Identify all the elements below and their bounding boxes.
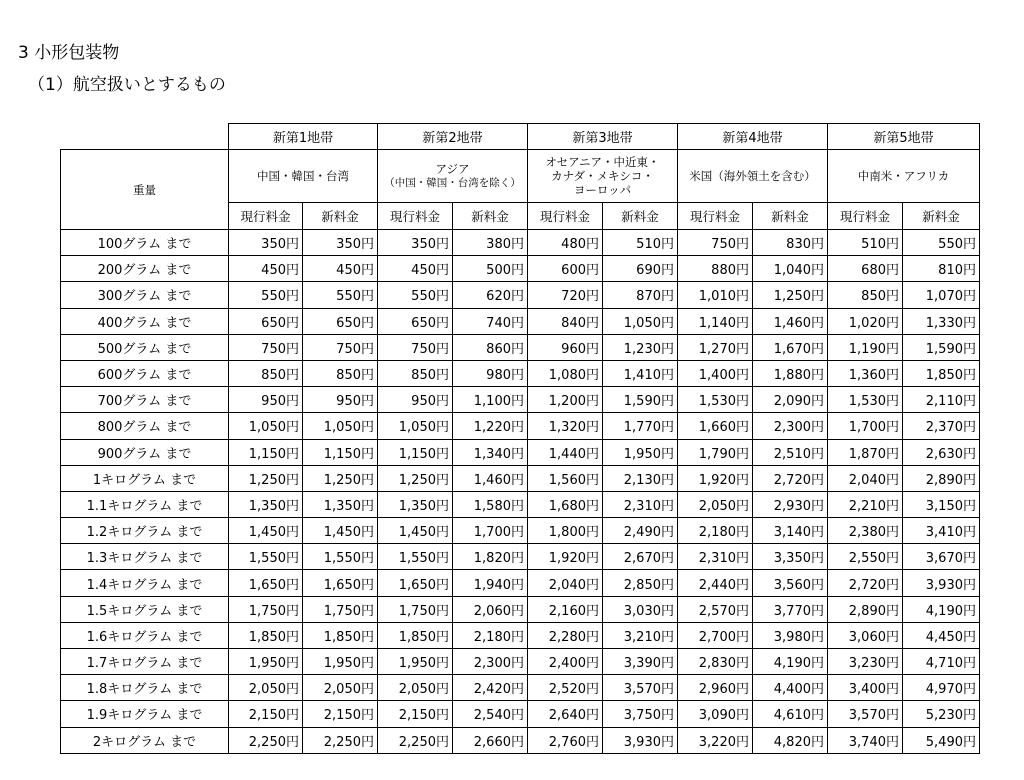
current-price-cell: 2,210円 bbox=[828, 491, 903, 517]
table-row bbox=[61, 360, 980, 386]
current-price-cell: 2,890円 bbox=[828, 596, 903, 622]
new-price-cell: 690円 bbox=[603, 256, 678, 282]
weight-cell: 1.6キログラム まで bbox=[61, 622, 229, 648]
new-price-cell: 2,130円 bbox=[603, 465, 678, 491]
current-price-cell: 1,190円 bbox=[828, 334, 903, 360]
weight-cell: 300グラム まで bbox=[61, 282, 229, 308]
current-price-cell: 1,150円 bbox=[378, 439, 453, 465]
new-price-cell: 4,820円 bbox=[753, 727, 828, 753]
table-row bbox=[61, 308, 980, 334]
current-price-cell: 650円 bbox=[229, 308, 303, 334]
table-row bbox=[61, 518, 980, 544]
new-price-cell: 5,490円 bbox=[903, 727, 980, 753]
new-price-cell: 650円 bbox=[303, 308, 378, 334]
new-price-cell: 4,400円 bbox=[753, 675, 828, 701]
zone-2-header: 新第2地帯 bbox=[378, 124, 528, 150]
zone-3-region: オセアニア・中近東・ カナダ・メキシコ・ ヨーロッパ bbox=[528, 150, 678, 203]
current-price-cell: 2,310円 bbox=[678, 544, 753, 570]
current-price-cell: 2,960円 bbox=[678, 675, 753, 701]
current-price-cell: 3,220円 bbox=[678, 727, 753, 753]
current-price-cell: 650円 bbox=[378, 308, 453, 334]
current-price-cell: 2,440円 bbox=[678, 570, 753, 596]
new-price-cell: 1,670円 bbox=[753, 334, 828, 360]
current-price-cell: 1,450円 bbox=[229, 518, 303, 544]
current-price-cell: 950円 bbox=[378, 387, 453, 413]
new-price-cell: 510円 bbox=[603, 230, 678, 256]
current-price-cell: 720円 bbox=[528, 282, 603, 308]
current-price-cell: 600円 bbox=[528, 256, 603, 282]
current-price-cell: 3,570円 bbox=[828, 701, 903, 727]
current-price-cell: 1,270円 bbox=[678, 334, 753, 360]
table-row bbox=[61, 596, 980, 622]
new-price-cell: 1,250円 bbox=[753, 282, 828, 308]
current-price-cell: 1,850円 bbox=[378, 622, 453, 648]
weight-cell: 1.2キログラム まで bbox=[61, 518, 229, 544]
current-price-cell: 1,750円 bbox=[378, 596, 453, 622]
new-price-cell: 2,850円 bbox=[603, 570, 678, 596]
new-price-cell: 2,660円 bbox=[453, 727, 528, 753]
table-row bbox=[61, 622, 980, 648]
current-price-cell: 1,360円 bbox=[828, 360, 903, 386]
weight-cell: 1.9キログラム まで bbox=[61, 701, 229, 727]
new-price-cell: 2,300円 bbox=[453, 649, 528, 675]
new-price-cell: 1,850円 bbox=[903, 360, 980, 386]
current-price-cell: 1,050円 bbox=[378, 413, 453, 439]
new-price-cell: 1,590円 bbox=[603, 387, 678, 413]
current-price-cell: 2,520円 bbox=[528, 675, 603, 701]
new-price-cell: 1,410円 bbox=[603, 360, 678, 386]
table-row bbox=[61, 701, 980, 727]
current-price-cell: 750円 bbox=[678, 230, 753, 256]
current-price-cell: 1,650円 bbox=[378, 570, 453, 596]
zone-5-header: 新第5地帯 bbox=[828, 124, 980, 150]
current-price-cell: 840円 bbox=[528, 308, 603, 334]
new-price-cell: 3,750円 bbox=[603, 701, 678, 727]
new-price-header: 新料金 bbox=[453, 203, 528, 230]
weight-cell: 500グラム まで bbox=[61, 334, 229, 360]
current-price-cell: 1,400円 bbox=[678, 360, 753, 386]
new-price-cell: 2,150円 bbox=[303, 701, 378, 727]
zone-1-region: 中国・韓国・台湾 bbox=[229, 150, 378, 203]
new-price-cell: 550円 bbox=[903, 230, 980, 256]
current-price-cell: 750円 bbox=[378, 334, 453, 360]
weight-cell: 900グラム まで bbox=[61, 439, 229, 465]
current-price-cell: 1,750円 bbox=[229, 596, 303, 622]
current-price-cell: 550円 bbox=[229, 282, 303, 308]
weight-header: 重量 bbox=[61, 150, 229, 230]
table-row bbox=[61, 491, 980, 517]
new-price-cell: 980円 bbox=[453, 360, 528, 386]
current-price-cell: 2,040円 bbox=[528, 570, 603, 596]
new-price-cell: 1,230円 bbox=[603, 334, 678, 360]
table-row bbox=[61, 727, 980, 753]
region-header-row bbox=[61, 150, 980, 203]
current-price-header: 現行料金 bbox=[678, 203, 753, 230]
current-price-cell: 850円 bbox=[229, 360, 303, 386]
new-price-cell: 1,850円 bbox=[303, 622, 378, 648]
current-price-cell: 1,080円 bbox=[528, 360, 603, 386]
new-price-cell: 1,350円 bbox=[303, 491, 378, 517]
zone-1-header: 新第1地帯 bbox=[229, 124, 378, 150]
current-price-cell: 1,250円 bbox=[229, 465, 303, 491]
current-price-cell: 3,400円 bbox=[828, 675, 903, 701]
current-price-cell: 2,280円 bbox=[528, 622, 603, 648]
current-price-cell: 2,050円 bbox=[229, 675, 303, 701]
new-price-header: 新料金 bbox=[603, 203, 678, 230]
new-price-cell: 2,060円 bbox=[453, 596, 528, 622]
table-row bbox=[61, 334, 980, 360]
zone-2-region-note: （中国・韓国・台湾を除く） bbox=[384, 177, 521, 189]
weight-cell: 600グラム まで bbox=[61, 360, 229, 386]
new-price-cell: 3,930円 bbox=[903, 570, 980, 596]
current-price-cell: 2,040円 bbox=[828, 465, 903, 491]
new-price-cell: 1,750円 bbox=[303, 596, 378, 622]
section-heading: 3 小形包装物 bbox=[18, 43, 120, 63]
current-price-header: 現行料金 bbox=[378, 203, 453, 230]
new-price-cell: 1,050円 bbox=[303, 413, 378, 439]
table-row bbox=[61, 230, 980, 256]
current-price-cell: 1,140円 bbox=[678, 308, 753, 334]
new-price-cell: 1,150円 bbox=[303, 439, 378, 465]
new-price-cell: 1,040円 bbox=[753, 256, 828, 282]
new-price-cell: 2,050円 bbox=[303, 675, 378, 701]
weight-cell: 1.3キログラム まで bbox=[61, 544, 229, 570]
new-price-cell: 1,650円 bbox=[303, 570, 378, 596]
current-price-header: 現行料金 bbox=[828, 203, 903, 230]
current-price-cell: 350円 bbox=[229, 230, 303, 256]
current-price-cell: 1,660円 bbox=[678, 413, 753, 439]
new-price-cell: 2,630円 bbox=[903, 439, 980, 465]
new-price-cell: 1,330円 bbox=[903, 308, 980, 334]
table-row bbox=[61, 544, 980, 570]
weight-cell: 1.4キログラム まで bbox=[61, 570, 229, 596]
new-price-cell: 2,370円 bbox=[903, 413, 980, 439]
new-price-cell: 2,540円 bbox=[453, 701, 528, 727]
zone-header-row bbox=[61, 124, 980, 150]
zone-4-header: 新第4地帯 bbox=[678, 124, 828, 150]
new-price-cell: 1,950円 bbox=[603, 439, 678, 465]
current-price-cell: 850円 bbox=[378, 360, 453, 386]
current-price-cell: 550円 bbox=[378, 282, 453, 308]
new-price-cell: 1,820円 bbox=[453, 544, 528, 570]
current-price-cell: 1,920円 bbox=[678, 465, 753, 491]
current-price-cell: 1,440円 bbox=[528, 439, 603, 465]
current-price-cell: 2,830円 bbox=[678, 649, 753, 675]
current-price-cell: 2,380円 bbox=[828, 518, 903, 544]
new-price-cell: 2,510円 bbox=[753, 439, 828, 465]
new-price-cell: 4,190円 bbox=[753, 649, 828, 675]
current-price-cell: 1,550円 bbox=[229, 544, 303, 570]
new-price-header: 新料金 bbox=[903, 203, 980, 230]
new-price-cell: 4,450円 bbox=[903, 622, 980, 648]
current-price-cell: 1,530円 bbox=[828, 387, 903, 413]
new-price-cell: 4,710円 bbox=[903, 649, 980, 675]
new-price-cell: 3,030円 bbox=[603, 596, 678, 622]
current-price-cell: 1,700円 bbox=[828, 413, 903, 439]
new-price-cell: 3,140円 bbox=[753, 518, 828, 544]
current-price-cell: 2,700円 bbox=[678, 622, 753, 648]
zone-5-region: 中南米・アフリカ bbox=[828, 150, 980, 203]
weight-cell: 400グラム まで bbox=[61, 308, 229, 334]
weight-cell: 200グラム まで bbox=[61, 256, 229, 282]
current-price-cell: 3,090円 bbox=[678, 701, 753, 727]
current-price-cell: 510円 bbox=[828, 230, 903, 256]
current-price-cell: 1,950円 bbox=[229, 649, 303, 675]
current-price-cell: 2,160円 bbox=[528, 596, 603, 622]
new-price-cell: 1,460円 bbox=[753, 308, 828, 334]
new-price-cell: 1,220円 bbox=[453, 413, 528, 439]
current-price-cell: 1,650円 bbox=[229, 570, 303, 596]
new-price-cell: 3,350円 bbox=[753, 544, 828, 570]
weight-cell: 1.7キログラム まで bbox=[61, 649, 229, 675]
current-price-header: 現行料金 bbox=[528, 203, 603, 230]
new-price-cell: 870円 bbox=[603, 282, 678, 308]
weight-cell: 1.1キログラム まで bbox=[61, 491, 229, 517]
current-price-cell: 1,010円 bbox=[678, 282, 753, 308]
current-price-cell: 1,450円 bbox=[378, 518, 453, 544]
table-row bbox=[61, 675, 980, 701]
new-price-cell: 1,950円 bbox=[303, 649, 378, 675]
new-price-cell: 3,560円 bbox=[753, 570, 828, 596]
current-price-cell: 960円 bbox=[528, 334, 603, 360]
zone-2-region bbox=[378, 150, 528, 203]
current-price-cell: 1,870円 bbox=[828, 439, 903, 465]
new-price-cell: 2,930円 bbox=[753, 491, 828, 517]
new-price-cell: 1,050円 bbox=[603, 308, 678, 334]
new-price-cell: 620円 bbox=[453, 282, 528, 308]
current-price-cell: 2,150円 bbox=[229, 701, 303, 727]
new-price-cell: 2,890円 bbox=[903, 465, 980, 491]
current-price-cell: 1,850円 bbox=[229, 622, 303, 648]
new-price-cell: 3,410円 bbox=[903, 518, 980, 544]
new-price-cell: 5,230円 bbox=[903, 701, 980, 727]
current-price-cell: 1,790円 bbox=[678, 439, 753, 465]
new-price-cell: 2,250円 bbox=[303, 727, 378, 753]
table-row bbox=[61, 387, 980, 413]
weight-cell: 1キログラム まで bbox=[61, 465, 229, 491]
new-price-cell: 450円 bbox=[303, 256, 378, 282]
current-price-cell: 1,020円 bbox=[828, 308, 903, 334]
new-price-cell: 750円 bbox=[303, 334, 378, 360]
current-price-cell: 1,350円 bbox=[378, 491, 453, 517]
new-price-cell: 1,450円 bbox=[303, 518, 378, 544]
new-price-cell: 1,700円 bbox=[453, 518, 528, 544]
current-price-cell: 2,050円 bbox=[678, 491, 753, 517]
weight-cell: 1.5キログラム まで bbox=[61, 596, 229, 622]
current-price-cell: 1,800円 bbox=[528, 518, 603, 544]
new-price-cell: 3,150円 bbox=[903, 491, 980, 517]
current-price-cell: 1,550円 bbox=[378, 544, 453, 570]
weight-cell: 800グラム まで bbox=[61, 413, 229, 439]
current-price-cell: 750円 bbox=[229, 334, 303, 360]
new-price-cell: 350円 bbox=[303, 230, 378, 256]
current-price-cell: 880円 bbox=[678, 256, 753, 282]
new-price-cell: 380円 bbox=[453, 230, 528, 256]
current-price-cell: 1,350円 bbox=[229, 491, 303, 517]
current-price-cell: 2,250円 bbox=[378, 727, 453, 753]
current-price-cell: 1,560円 bbox=[528, 465, 603, 491]
zone-3-header: 新第3地帯 bbox=[528, 124, 678, 150]
current-price-cell: 1,320円 bbox=[528, 413, 603, 439]
new-price-cell: 3,390円 bbox=[603, 649, 678, 675]
table-row bbox=[61, 649, 980, 675]
new-price-cell: 2,670円 bbox=[603, 544, 678, 570]
new-price-cell: 3,770円 bbox=[753, 596, 828, 622]
current-price-cell: 2,720円 bbox=[828, 570, 903, 596]
new-price-cell: 810円 bbox=[903, 256, 980, 282]
new-price-cell: 500円 bbox=[453, 256, 528, 282]
new-price-cell: 860円 bbox=[453, 334, 528, 360]
current-price-cell: 2,570円 bbox=[678, 596, 753, 622]
new-price-cell: 1,340円 bbox=[453, 439, 528, 465]
new-price-cell: 740円 bbox=[453, 308, 528, 334]
new-price-cell: 2,090円 bbox=[753, 387, 828, 413]
current-price-cell: 450円 bbox=[229, 256, 303, 282]
current-price-cell: 680円 bbox=[828, 256, 903, 282]
current-price-cell: 3,740円 bbox=[828, 727, 903, 753]
new-price-cell: 1,880円 bbox=[753, 360, 828, 386]
new-price-cell: 3,670円 bbox=[903, 544, 980, 570]
new-price-cell: 850円 bbox=[303, 360, 378, 386]
zone-2-region-name: アジア bbox=[435, 162, 470, 176]
current-price-cell: 1,950円 bbox=[378, 649, 453, 675]
new-price-cell: 2,180円 bbox=[453, 622, 528, 648]
section-subheading: （1）航空扱いとするもの bbox=[28, 75, 226, 95]
new-price-header: 新料金 bbox=[303, 203, 378, 230]
new-price-cell: 1,940円 bbox=[453, 570, 528, 596]
table-row bbox=[61, 413, 980, 439]
current-price-cell: 2,400円 bbox=[528, 649, 603, 675]
table-row bbox=[61, 570, 980, 596]
current-price-cell: 1,530円 bbox=[678, 387, 753, 413]
new-price-cell: 1,100円 bbox=[453, 387, 528, 413]
current-price-cell: 480円 bbox=[528, 230, 603, 256]
new-price-cell: 2,720円 bbox=[753, 465, 828, 491]
current-price-cell: 450円 bbox=[378, 256, 453, 282]
current-price-cell: 1,050円 bbox=[229, 413, 303, 439]
current-price-cell: 3,230円 bbox=[828, 649, 903, 675]
current-price-cell: 1,200円 bbox=[528, 387, 603, 413]
current-price-cell: 2,180円 bbox=[678, 518, 753, 544]
new-price-cell: 1,070円 bbox=[903, 282, 980, 308]
current-price-cell: 2,050円 bbox=[378, 675, 453, 701]
current-price-cell: 3,060円 bbox=[828, 622, 903, 648]
weight-cell: 100グラム まで bbox=[61, 230, 229, 256]
table-row bbox=[61, 256, 980, 282]
new-price-cell: 1,250円 bbox=[303, 465, 378, 491]
new-price-cell: 950円 bbox=[303, 387, 378, 413]
current-price-header: 現行料金 bbox=[229, 203, 303, 230]
new-price-cell: 4,610円 bbox=[753, 701, 828, 727]
current-price-cell: 1,250円 bbox=[378, 465, 453, 491]
current-price-cell: 850円 bbox=[828, 282, 903, 308]
new-price-cell: 3,930円 bbox=[603, 727, 678, 753]
table-row bbox=[61, 465, 980, 491]
new-price-cell: 830円 bbox=[753, 230, 828, 256]
new-price-cell: 1,590円 bbox=[903, 334, 980, 360]
current-price-cell: 1,920円 bbox=[528, 544, 603, 570]
current-price-cell: 2,550円 bbox=[828, 544, 903, 570]
new-price-cell: 2,310円 bbox=[603, 491, 678, 517]
rate-table-body bbox=[61, 230, 980, 754]
new-price-cell: 4,970円 bbox=[903, 675, 980, 701]
weight-cell: 1.8キログラム まで bbox=[61, 675, 229, 701]
current-price-cell: 2,150円 bbox=[378, 701, 453, 727]
current-price-cell: 950円 bbox=[229, 387, 303, 413]
new-price-cell: 2,420円 bbox=[453, 675, 528, 701]
zone-4-region: 米国（海外領土を含む） bbox=[678, 150, 828, 203]
new-price-header: 新料金 bbox=[753, 203, 828, 230]
new-price-cell: 1,550円 bbox=[303, 544, 378, 570]
current-price-cell: 350円 bbox=[378, 230, 453, 256]
table-row bbox=[61, 439, 980, 465]
current-price-cell: 1,680円 bbox=[528, 491, 603, 517]
new-price-cell: 1,770円 bbox=[603, 413, 678, 439]
new-price-cell: 1,460円 bbox=[453, 465, 528, 491]
rate-table bbox=[60, 123, 980, 754]
new-price-cell: 2,300円 bbox=[753, 413, 828, 439]
new-price-cell: 4,190円 bbox=[903, 596, 980, 622]
current-price-cell: 2,250円 bbox=[229, 727, 303, 753]
new-price-cell: 2,110円 bbox=[903, 387, 980, 413]
current-price-cell: 2,760円 bbox=[528, 727, 603, 753]
corner-blank bbox=[61, 124, 229, 150]
table-row bbox=[61, 282, 980, 308]
new-price-cell: 550円 bbox=[303, 282, 378, 308]
new-price-cell: 1,580円 bbox=[453, 491, 528, 517]
new-price-cell: 3,210円 bbox=[603, 622, 678, 648]
new-price-cell: 2,490円 bbox=[603, 518, 678, 544]
new-price-cell: 3,570円 bbox=[603, 675, 678, 701]
weight-cell: 2キログラム まで bbox=[61, 727, 229, 753]
new-price-cell: 3,980円 bbox=[753, 622, 828, 648]
current-price-cell: 1,150円 bbox=[229, 439, 303, 465]
weight-cell: 700グラム まで bbox=[61, 387, 229, 413]
current-price-cell: 2,640円 bbox=[528, 701, 603, 727]
